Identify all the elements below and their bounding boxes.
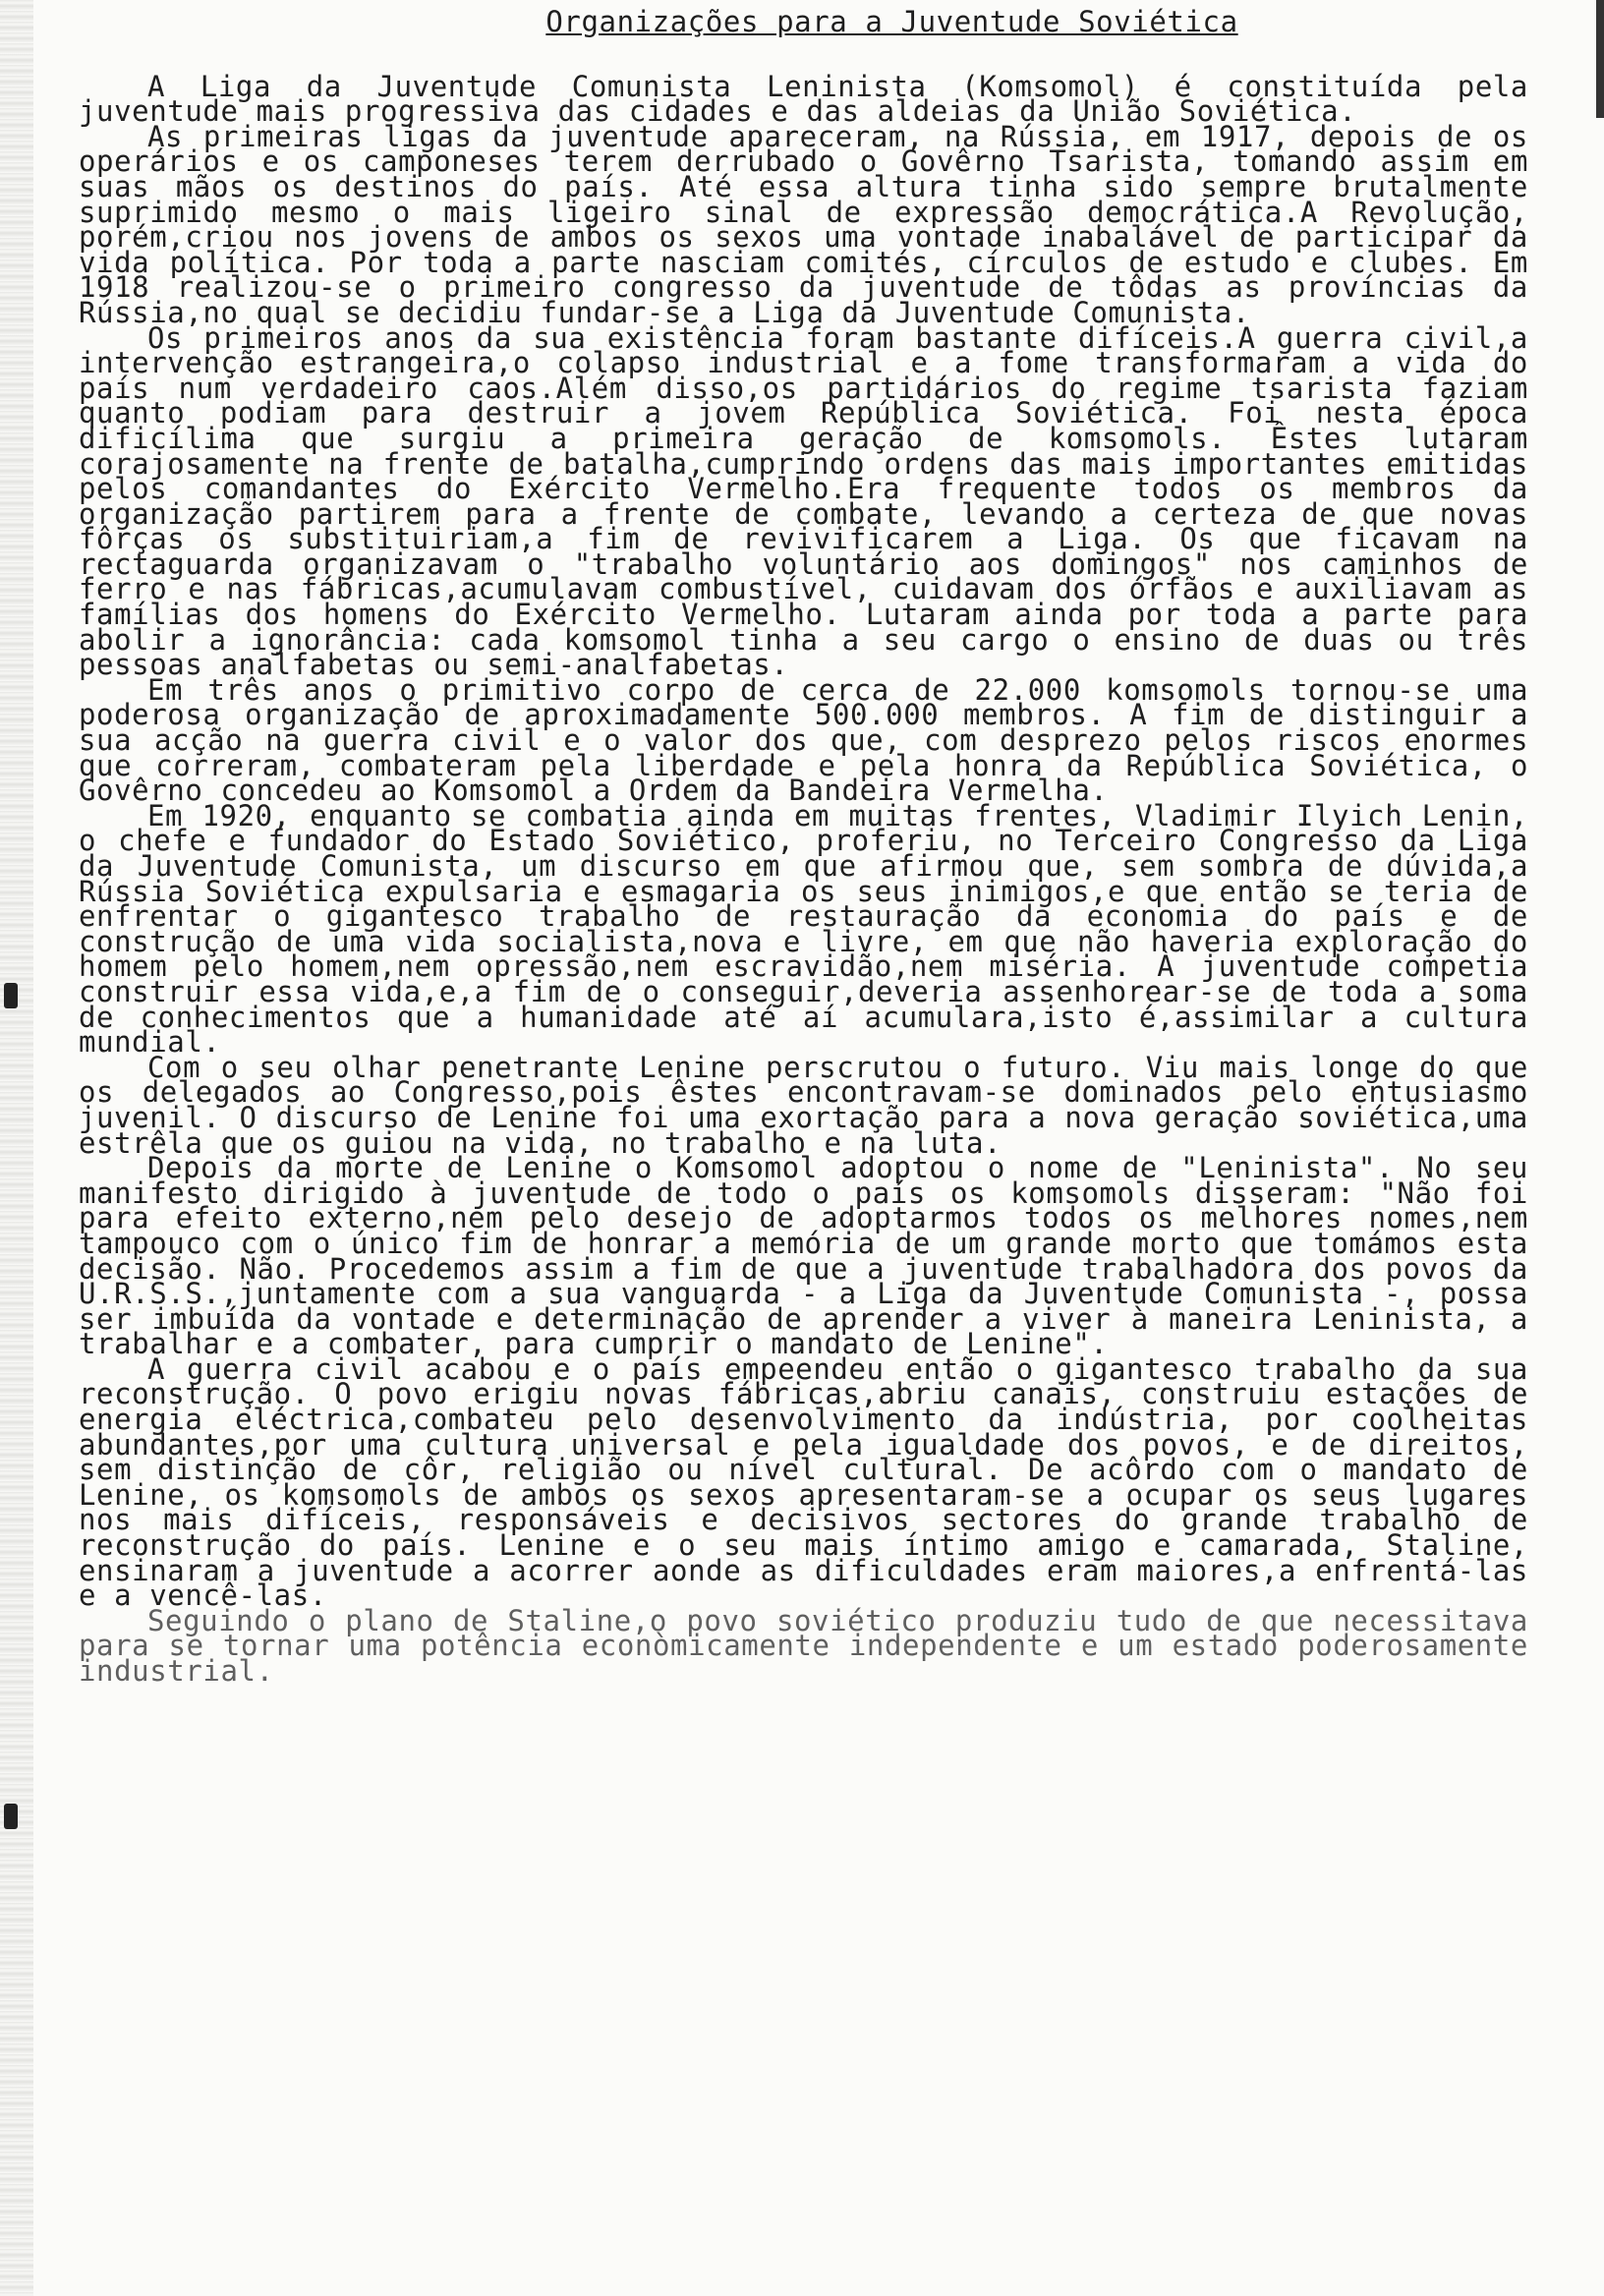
paragraph: A Liga da Juventude Comunista Leninista (Komsomol) é constituída pela juventude mais progressiva das cidades e das aldeias da União Soviética. <box>79 69 1528 129</box>
scan-mark <box>4 983 18 1008</box>
document-title: Organizações para a Juventude Soviética <box>545 5 1238 38</box>
paragraph: Em três anos o primitivo corpo de cerca de 22.000 komsomols tornou-se uma poderosa organização de aproximadamente 500.000 membros. A fim de distinguir a sua acção na guerra civil e o valor dos que, com desprezo pelos riscos enormes que correram, combateram pela liberdade e pela honra da República Soviética, o Govêrno concedeu ao Komsomol a Ordem da Bandeira Vermelha. <box>79 672 1528 808</box>
document-body <box>79 5 1528 1688</box>
paragraph: Em 1920, enquanto se combatia ainda em muitas frentes, Vladimir Ilyich Lenin, o chefe e fundador do Estado Soviético, proferiu, no Terceiro Congresso da Liga da Juventude Comunista, um discurso em que afirmou que, sem sombra de dúvida,a Rússia Soviética expulsaria e esmagaria os seus inimigos,e que então se teria de enfrentar o gigantesco trabalho de restauração da economia do país e de construção de uma vida socialista,nova e livre, em que não haveria exploração do homem pelo homem,nem opressão,nem escravidão,nem miséria. À juventude competia construir essa vida,e,a fim de o conseguir,deveria assenhorear-se de toda a soma de conhecimentos que a humanidade até aí acumulara,isto é,assimilar a cultura mundial. <box>79 798 1528 1060</box>
scan-edge-top <box>1596 0 1604 118</box>
scan-edge-shadow <box>0 0 33 2296</box>
paragraph: As primeiras ligas da juventude apareceram, na Rússia, em 1917, depois de os operários e os camponeses terem derrubado o Govêrno Tsarista, tomando assim em suas mãos os destinos do país. Até essa altura tinha sido sempre brutalmente suprimido mesmo o mais ligeiro sinal de expressão democrática.A Revolução, porém,criou nos jovens de ambos os sexos uma vontade inabalável de participar da vida política. Por toda a parte nasciam comités, círculos de estudo e clubes. Em 1918 realizou-se o primeiro congresso da juventude de tôdas as províncias da Rússia,no qual se decidiu fundar-se a Liga da Juventude Comunista. <box>79 119 1528 329</box>
paragraph: Depois da morte de Lenine o Komsomol adoptou o nome de "Leninista". No seu manifesto dirigido à juventude de todo o país os komsomols disseram: "Não foi para efeito externo,nem pelo desejo de adoptarmos todos os melhores nomes,nem tampouco com o único fim de honrar a memória de um grande morto que tomámos esta decisão. Não. Procedemos assim a fim de que a juventude trabalhadora dos povos da U.R.S.S.,juntamente com a sua vanguarda - a Liga da Juventude Comunista -, possa ser imbuída da vontade e determinação de aprender a viver à maneira Leninista, a trabalhar e a combater, para cumprir o mandato de Lenine". <box>79 1151 1528 1361</box>
paragraph: Com o seu olhar penetrante Lenine perscrutou o futuro. Viu mais longe do que os delegados ao Congresso,pois êstes encontravam-se dominados pelo entusiasmo juvenil. O discurso de Lenine foi uma exortação para a nova geração soviética,uma estrêla que os guiou na vida, no trabalho e na luta. <box>79 1050 1528 1160</box>
paragraph: A guerra civil acabou e o país empeendeu então o gigantesco trabalho da sua reconstrução. O povo erigiu novas fábricas,abriu canais, construiu estações de energia eléctrica,combateu pelo desenvolvimento da indústria, por coolheitas abundantes,por uma cultura universal e pela igualdade dos povos, e de direitos, sem distinção de côr, religião ou nível cultural. De acôrdo com o mandato de Lenine, os komsomols de ambos os sexos apresentaram-se a ocupar os seus lugares nos mais difíceis, responsáveis e decisivos sectores do grande trabalho de reconstrução do país. Lenine e o seu mais íntimo amigo e camarada, Staline, ensinaram a juventude a acorrer aonde as dificuldades eram maiores,a enfrentá-las e a vencê-las. <box>79 1351 1528 1613</box>
scan-mark <box>4 1804 18 1829</box>
paragraph: Os primeiros anos da sua existência foram bastante difíceis.A guerra civil,a intervenção estrangeira,o colapso industrial e a fome transformaram a vida do país num verdadeiro caos.Além disso,os partidários do regime tsarista faziam quanto podiam para destruir a jovem República Soviética. Foi nesta época dificílima que surgiu a primeira geração de komsomols. Êstes lutaram corajosamente na frente de batalha,cumprindo ordens das mais importantes emitidas pelos comandantes do Exército Vermelho.Era frequente todos os membros da organização partirem para a frente de combate, levando a certeza de que novas fôrças os substituiriam,a fim de revivificarem a Liga. Os que ficavam na rectaguarda organizavam o "trabalho voluntário aos domingos" nos caminhos de ferro e nas fábricas,acumulavam combustível, cuidavam dos órfãos e auxiliavam as famílias dos homens do Exército Vermelho. Lutaram ainda por toda a parte para abolir a ignorância: cada komsomol tinha a seu cargo o ensino de duas ou três pessoas analfabetas ou semi-analfabetas. <box>79 320 1528 682</box>
paragraph: Seguindo o plano de Staline,o povo soviético produziu tudo de que necessitava para se tornar uma potência econòmicamente independente e um estado poderosamente industrial. <box>79 1603 1528 1688</box>
